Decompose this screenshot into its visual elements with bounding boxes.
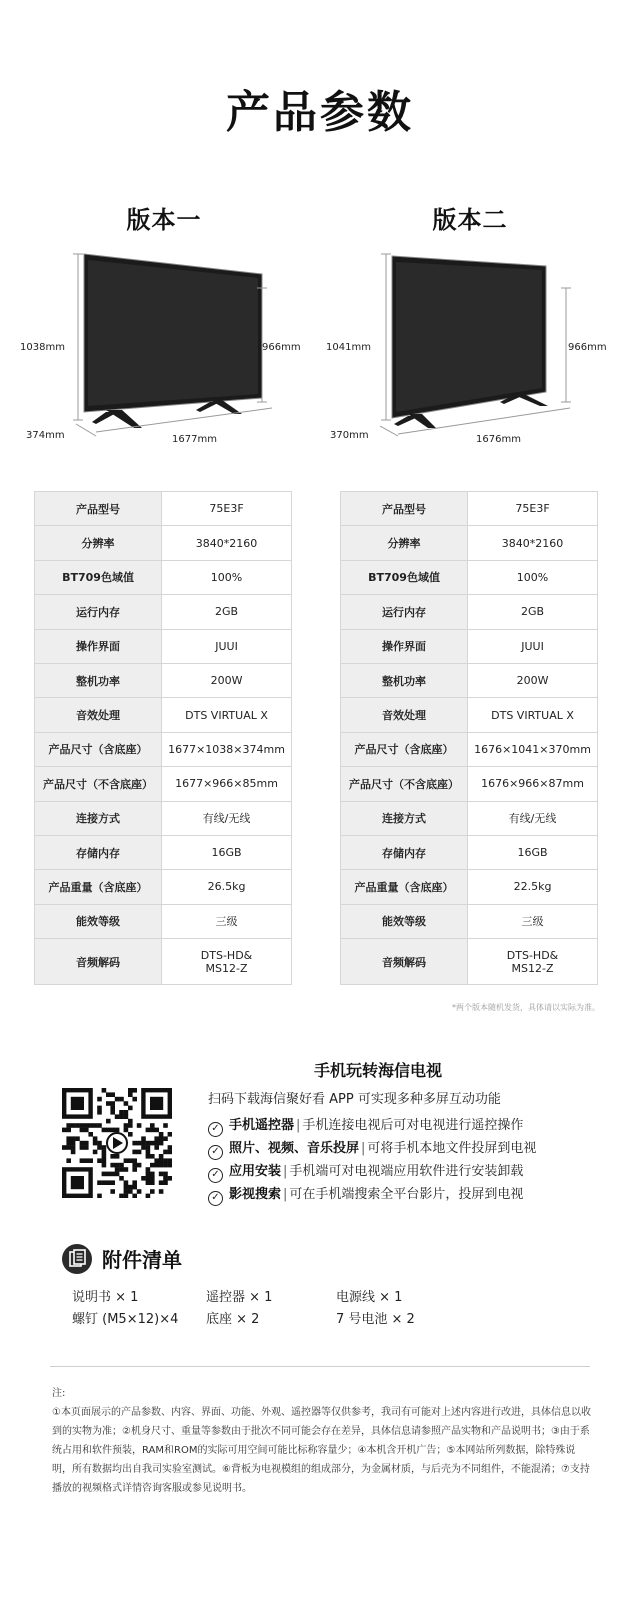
accessory-item: 说明书 × 1 (72, 1290, 139, 1305)
spec-row (35, 629, 292, 663)
check-circle-icon: ✓ (208, 1168, 223, 1183)
spec-label: 能效等级 (341, 904, 468, 938)
spec-value-line: MS12-Z (205, 961, 248, 975)
spec-value: 200W (162, 663, 292, 697)
spec-value: 3840*2160 (162, 526, 292, 560)
spec-row (341, 904, 598, 938)
spec-value: DTS VIRTUAL X (162, 698, 292, 732)
qr-code-icon (62, 1088, 172, 1198)
document-list-icon (62, 1244, 92, 1274)
spec-value: 1677×966×85mm (162, 767, 292, 801)
feature-screen-cast (208, 1137, 536, 1160)
spec-value: 75E3F (162, 492, 292, 526)
spec-value: 26.5kg (162, 870, 292, 904)
spec-table-version-2 (340, 491, 598, 985)
dim-depth: 374mm (26, 430, 65, 441)
feature-app-install (208, 1160, 523, 1183)
dim-height-screen: 966mm (568, 342, 607, 353)
spec-label: 分辨率 (35, 526, 162, 560)
feature-desc: 可将手机本地文件投屏到电视 (367, 1141, 537, 1156)
spec-label: BT709色域值 (341, 560, 468, 594)
spec-label: 产品重量（含底座） (341, 870, 468, 904)
spec-value: DTS VIRTUAL X (468, 698, 598, 732)
feature-name: 应用安装 (229, 1164, 282, 1179)
check-circle-icon: ✓ (208, 1191, 223, 1206)
feature-separator: | (296, 1118, 301, 1133)
divider (50, 1366, 590, 1367)
spec-row (341, 595, 598, 629)
dim-height-total: 1038mm (20, 342, 65, 353)
spec-label: 产品尺寸（含底座） (35, 732, 162, 766)
spec-label: 操作界面 (35, 629, 162, 663)
spec-label: 音效处理 (35, 698, 162, 732)
spec-row (35, 526, 292, 560)
accessory-item: 螺钉 (M5×12)×4 (72, 1312, 179, 1327)
check-circle-icon: ✓ (208, 1145, 223, 1160)
spec-row (35, 767, 292, 801)
tv-dimension-drawing (10, 242, 330, 452)
spec-row (341, 492, 598, 526)
spec-label: 分辨率 (341, 526, 468, 560)
feature-separator: | (283, 1164, 288, 1179)
spec-label: 音效处理 (341, 698, 468, 732)
spec-value: 1676×1041×370mm (468, 732, 598, 766)
spec-value: 1677×1038×374mm (162, 732, 292, 766)
version-2-title: 版本二 (432, 206, 508, 234)
dim-width: 1677mm (172, 434, 217, 445)
spec-label: 产品尺寸（不含底座） (35, 767, 162, 801)
spec-value: 100% (162, 560, 292, 594)
spec-value: 75E3F (468, 492, 598, 526)
spec-value: 1676×966×87mm (468, 767, 598, 801)
spec-value: 有线/无线 (468, 801, 598, 835)
spec-label: 产品型号 (35, 492, 162, 526)
notes-label: 注: (52, 1388, 66, 1399)
accessories-title: 附件清单 (102, 1248, 182, 1272)
spec-value-line: DTS-HD& (200, 948, 253, 962)
spec-row (35, 492, 292, 526)
random-shipping-footnote: *两个版本随机发货，具体请以实际为准。 (452, 1003, 600, 1012)
spec-row (35, 904, 292, 938)
spec-value: 三级 (162, 904, 292, 938)
feature-separator: | (361, 1141, 366, 1156)
spec-label: 能效等级 (35, 904, 162, 938)
spec-value: 3840*2160 (468, 526, 598, 560)
feature-desc: 可在手机端搜索全平台影片，投屏到电视 (289, 1187, 524, 1202)
spec-value: 有线/无线 (162, 801, 292, 835)
spec-label: 音频解码 (35, 939, 162, 985)
spec-value: 16GB (468, 835, 598, 869)
spec-value: JUUI (162, 629, 292, 663)
spec-table-version-1 (34, 491, 292, 985)
spec-label: 整机功率 (35, 663, 162, 697)
spec-row (341, 870, 598, 904)
spec-label: 音频解码 (341, 939, 468, 985)
spec-value (468, 939, 598, 985)
spec-label: 产品重量（含底座） (35, 870, 162, 904)
spec-row (35, 732, 292, 766)
spec-label: 运行内存 (341, 595, 468, 629)
spec-value: 16GB (162, 835, 292, 869)
tv-diagram-version-2 (318, 242, 638, 452)
spec-row (35, 870, 292, 904)
accessory-item: 底座 × 2 (206, 1312, 260, 1327)
spec-value: 22.5kg (468, 870, 598, 904)
app-section-title: 手机玩转海信电视 (314, 1061, 443, 1080)
spec-label: 连接方式 (35, 801, 162, 835)
dim-width: 1676mm (476, 434, 521, 445)
app-section-subtitle: 扫码下载海信聚好看 APP 可实现多种多屏互动功能 (208, 1092, 501, 1107)
tv-diagram-version-1 (10, 242, 330, 452)
spec-value: 2GB (468, 595, 598, 629)
spec-label: 产品尺寸（不含底座） (341, 767, 468, 801)
feature-name: 照片、视频、音乐投屏 (229, 1141, 360, 1156)
spec-row (341, 801, 598, 835)
spec-label: 整机功率 (341, 663, 468, 697)
check-circle-icon: ✓ (208, 1122, 223, 1137)
spec-value-line: DTS-HD& (506, 948, 559, 962)
spec-row (341, 560, 598, 594)
feature-name: 影视搜索 (229, 1187, 282, 1202)
spec-label: 操作界面 (341, 629, 468, 663)
spec-label: 产品型号 (341, 492, 468, 526)
spec-row (35, 663, 292, 697)
accessory-item: 7 号电池 × 2 (336, 1312, 415, 1327)
dim-height-screen: 966mm (262, 342, 301, 353)
dim-height-total: 1041mm (326, 342, 371, 353)
feature-separator: | (283, 1187, 288, 1202)
feature-name: 手机遥控器 (229, 1118, 295, 1133)
spec-value: 三级 (468, 904, 598, 938)
spec-label: 连接方式 (341, 801, 468, 835)
spec-value: JUUI (468, 629, 598, 663)
spec-label: 产品尺寸（含底座） (341, 732, 468, 766)
spec-value: 2GB (162, 595, 292, 629)
version-1-title: 版本一 (126, 206, 202, 234)
accessory-item: 电源线 × 1 (336, 1290, 403, 1305)
feature-desc: 手机连接电视后可对电视进行遥控操作 (302, 1118, 524, 1133)
dim-depth: 370mm (330, 430, 369, 441)
spec-value-line: MS12-Z (511, 961, 554, 975)
spec-value: 100% (468, 560, 598, 594)
spec-row (35, 560, 292, 594)
spec-row (341, 629, 598, 663)
spec-row (341, 732, 598, 766)
spec-label: 存储内存 (341, 835, 468, 869)
spec-row (341, 526, 598, 560)
page-title: 产品参数 (226, 87, 414, 138)
feature-desc: 手机端可对电视端应用软件进行安装卸载 (289, 1164, 524, 1179)
spec-row (341, 767, 598, 801)
spec-label: 运行内存 (35, 595, 162, 629)
tv-dimension-drawing (318, 242, 638, 452)
spec-value (162, 939, 292, 985)
spec-row (341, 835, 598, 869)
spec-label: 存储内存 (35, 835, 162, 869)
spec-row (341, 939, 598, 985)
spec-row (35, 835, 292, 869)
spec-label: BT709色域值 (35, 560, 162, 594)
accessory-item: 遥控器 × 1 (206, 1290, 273, 1305)
spec-row (35, 939, 292, 985)
spec-value: 200W (468, 663, 598, 697)
feature-video-search (208, 1183, 523, 1206)
spec-row (35, 801, 292, 835)
spec-row (35, 698, 292, 732)
spec-row (341, 663, 598, 697)
qr-code (62, 1088, 172, 1198)
feature-remote (208, 1114, 523, 1137)
spec-row (35, 595, 292, 629)
spec-row (341, 698, 598, 732)
notes-text: ①本页面展示的产品参数、内容、界面、功能、外观、遥控器等仅供参考，我司有可能对上述内容进行改进，具体信息以收到的实物为准；②机身尺寸、重量等参数由于批次不同可能会存在差异，具体信息请参照产品实物和产品说明书；③由于系统占用和软件预装，RAM和ROM的实际可用空间可能比标称容量少；④本机含开机广告；⑤本网站所列数据，除特殊说明，所有数据均出自我司实验室测试。⑥背板为电视模组的组成部分，为金属材质，与后壳为不同组件，不能混淆；⑦支持播放的视频格式详情咨询客服或参见说明书。 (52, 1407, 591, 1494)
